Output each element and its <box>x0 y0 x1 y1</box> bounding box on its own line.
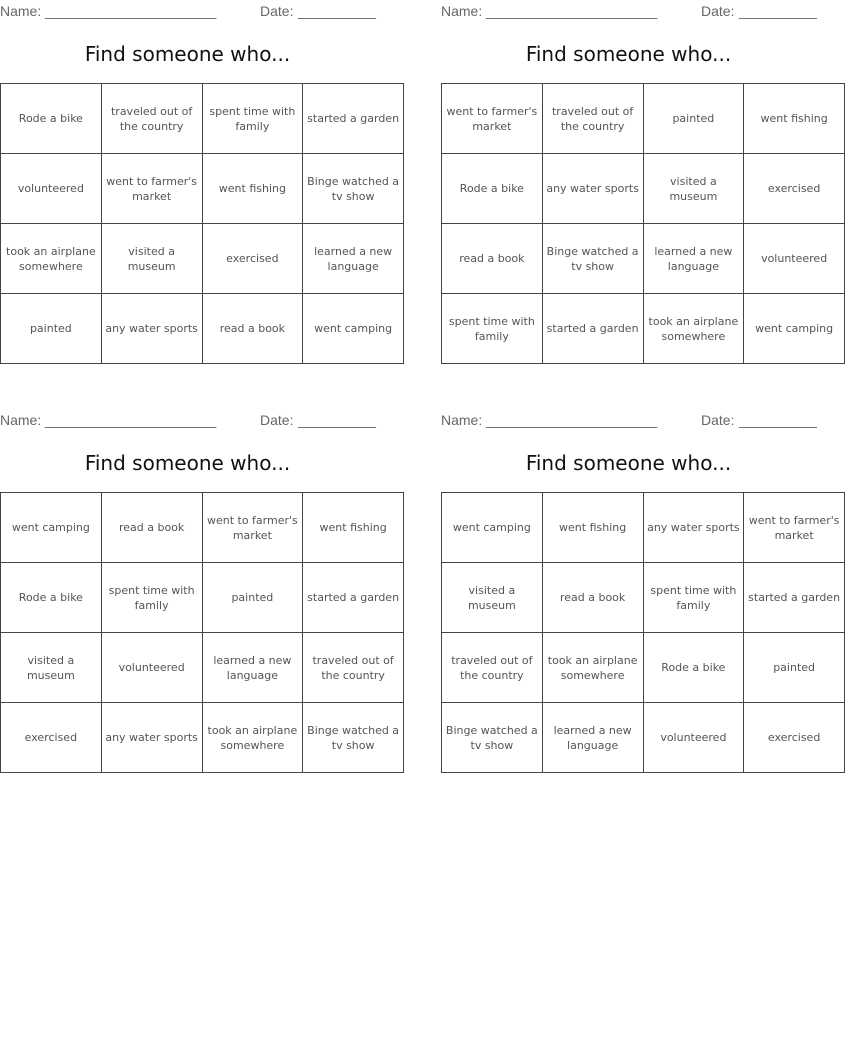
grid-cell: painted <box>1 294 102 364</box>
grid-cell: exercised <box>744 703 845 773</box>
grid-cell: read a book <box>101 493 202 563</box>
grid-cell: any water sports <box>643 493 744 563</box>
grid-cell: any water sports <box>542 154 643 224</box>
date-field[interactable]: __________ <box>739 412 817 428</box>
name-label: Name: <box>0 3 42 19</box>
grid-cell: went to farmer's market <box>202 493 303 563</box>
grid-cell: went fishing <box>303 493 404 563</box>
grid-cell: went camping <box>442 493 543 563</box>
name-label: Name: <box>441 412 483 428</box>
grid-cell: spent time with family <box>202 84 303 154</box>
grid-cell: learned a new language <box>202 633 303 703</box>
grid-cell: volunteered <box>744 224 845 294</box>
date-field[interactable]: __________ <box>298 3 376 19</box>
grid-cell: exercised <box>1 703 102 773</box>
grid-cell: read a book <box>542 563 643 633</box>
grid-row <box>1 224 404 294</box>
grid-cell: exercised <box>202 224 303 294</box>
grid-cell: traveled out of the country <box>442 633 543 703</box>
grid-cell: any water sports <box>101 294 202 364</box>
grid-cell: went to farmer's market <box>744 493 845 563</box>
card-title: Find someone who... <box>84 451 291 475</box>
grid-row <box>442 294 845 364</box>
card-header <box>0 3 375 21</box>
grid-cell: volunteered <box>101 633 202 703</box>
name-field[interactable]: ______________________ <box>45 412 217 428</box>
grid-cell: painted <box>744 633 845 703</box>
grid-cell: started a garden <box>303 563 404 633</box>
grid-cell: started a garden <box>744 563 845 633</box>
grid-cell: took an airplane somewhere <box>1 224 102 294</box>
grid-row <box>442 154 845 224</box>
date-label: Date: <box>701 412 735 428</box>
date-label: Date: <box>701 3 735 19</box>
date-label: Date: <box>260 412 294 428</box>
grid-cell: went camping <box>303 294 404 364</box>
grid-cell: started a garden <box>542 294 643 364</box>
grid-cell: went to farmer's market <box>442 84 543 154</box>
grid-cell: Rode a bike <box>643 633 744 703</box>
date-field[interactable]: __________ <box>739 3 817 19</box>
grid-cell: went camping <box>1 493 102 563</box>
grid-cell: Binge watched a tv show <box>442 703 543 773</box>
grid-cell: traveled out of the country <box>542 84 643 154</box>
grid-cell: learned a new language <box>542 703 643 773</box>
grid-cell: traveled out of the country <box>101 84 202 154</box>
grid-cell: read a book <box>442 224 543 294</box>
grid-row <box>1 154 404 224</box>
grid-row <box>442 703 845 773</box>
grid-row <box>1 294 404 364</box>
bingo-card-4 <box>441 409 841 773</box>
grid-row <box>442 84 845 154</box>
grid-cell: traveled out of the country <box>303 633 404 703</box>
grid-row <box>1 633 404 703</box>
name-label: Name: <box>0 412 42 428</box>
grid-cell: painted <box>643 84 744 154</box>
grid-cell: started a garden <box>303 84 404 154</box>
grid-row <box>1 703 404 773</box>
date-field[interactable]: __________ <box>298 412 376 428</box>
grid-row <box>442 224 845 294</box>
grid-cell: any water sports <box>101 703 202 773</box>
card-title: Find someone who... <box>84 42 291 66</box>
grid-cell: Rode a bike <box>1 563 102 633</box>
grid-cell: Rode a bike <box>1 84 102 154</box>
grid-row <box>1 563 404 633</box>
grid-cell: took an airplane somewhere <box>202 703 303 773</box>
name-label: Name: <box>441 3 483 19</box>
grid-cell: volunteered <box>1 154 102 224</box>
bingo-grid <box>441 83 845 364</box>
card-title: Find someone who... <box>525 451 732 475</box>
grid-cell: visited a museum <box>101 224 202 294</box>
date-label: Date: <box>260 3 294 19</box>
name-field[interactable]: ______________________ <box>486 412 658 428</box>
bingo-card-3 <box>0 409 400 773</box>
grid-row <box>442 563 845 633</box>
card-header <box>441 412 816 430</box>
grid-cell: spent time with family <box>442 294 543 364</box>
grid-cell: visited a museum <box>1 633 102 703</box>
grid-cell: learned a new language <box>303 224 404 294</box>
bingo-card-2 <box>441 0 834 364</box>
grid-row <box>442 493 845 563</box>
card-title: Find someone who... <box>525 42 732 66</box>
grid-cell: took an airplane somewhere <box>542 633 643 703</box>
grid-row <box>442 633 845 703</box>
grid-cell: went camping <box>744 294 845 364</box>
name-field[interactable]: ______________________ <box>486 3 658 19</box>
grid-row <box>1 84 404 154</box>
bingo-card-1 <box>0 0 400 364</box>
bingo-grid <box>0 83 404 364</box>
card-header <box>0 412 375 430</box>
name-field[interactable]: ______________________ <box>45 3 217 19</box>
grid-cell: went to farmer's market <box>101 154 202 224</box>
grid-cell: Binge watched a tv show <box>303 703 404 773</box>
grid-cell: went fishing <box>542 493 643 563</box>
grid-cell: spent time with family <box>643 563 744 633</box>
grid-cell: visited a museum <box>643 154 744 224</box>
grid-cell: read a book <box>202 294 303 364</box>
grid-cell: exercised <box>744 154 845 224</box>
grid-cell: volunteered <box>643 703 744 773</box>
grid-cell: Binge watched a tv show <box>303 154 404 224</box>
grid-cell: spent time with family <box>101 563 202 633</box>
grid-cell: painted <box>202 563 303 633</box>
grid-cell: went fishing <box>202 154 303 224</box>
bingo-grid <box>441 492 845 773</box>
grid-cell: went fishing <box>744 84 845 154</box>
grid-cell: visited a museum <box>442 563 543 633</box>
bingo-grid <box>0 492 404 773</box>
grid-cell: took an airplane somewhere <box>643 294 744 364</box>
grid-cell: Rode a bike <box>442 154 543 224</box>
grid-row <box>1 493 404 563</box>
card-header <box>441 3 816 21</box>
grid-cell: Binge watched a tv show <box>542 224 643 294</box>
grid-cell: learned a new language <box>643 224 744 294</box>
